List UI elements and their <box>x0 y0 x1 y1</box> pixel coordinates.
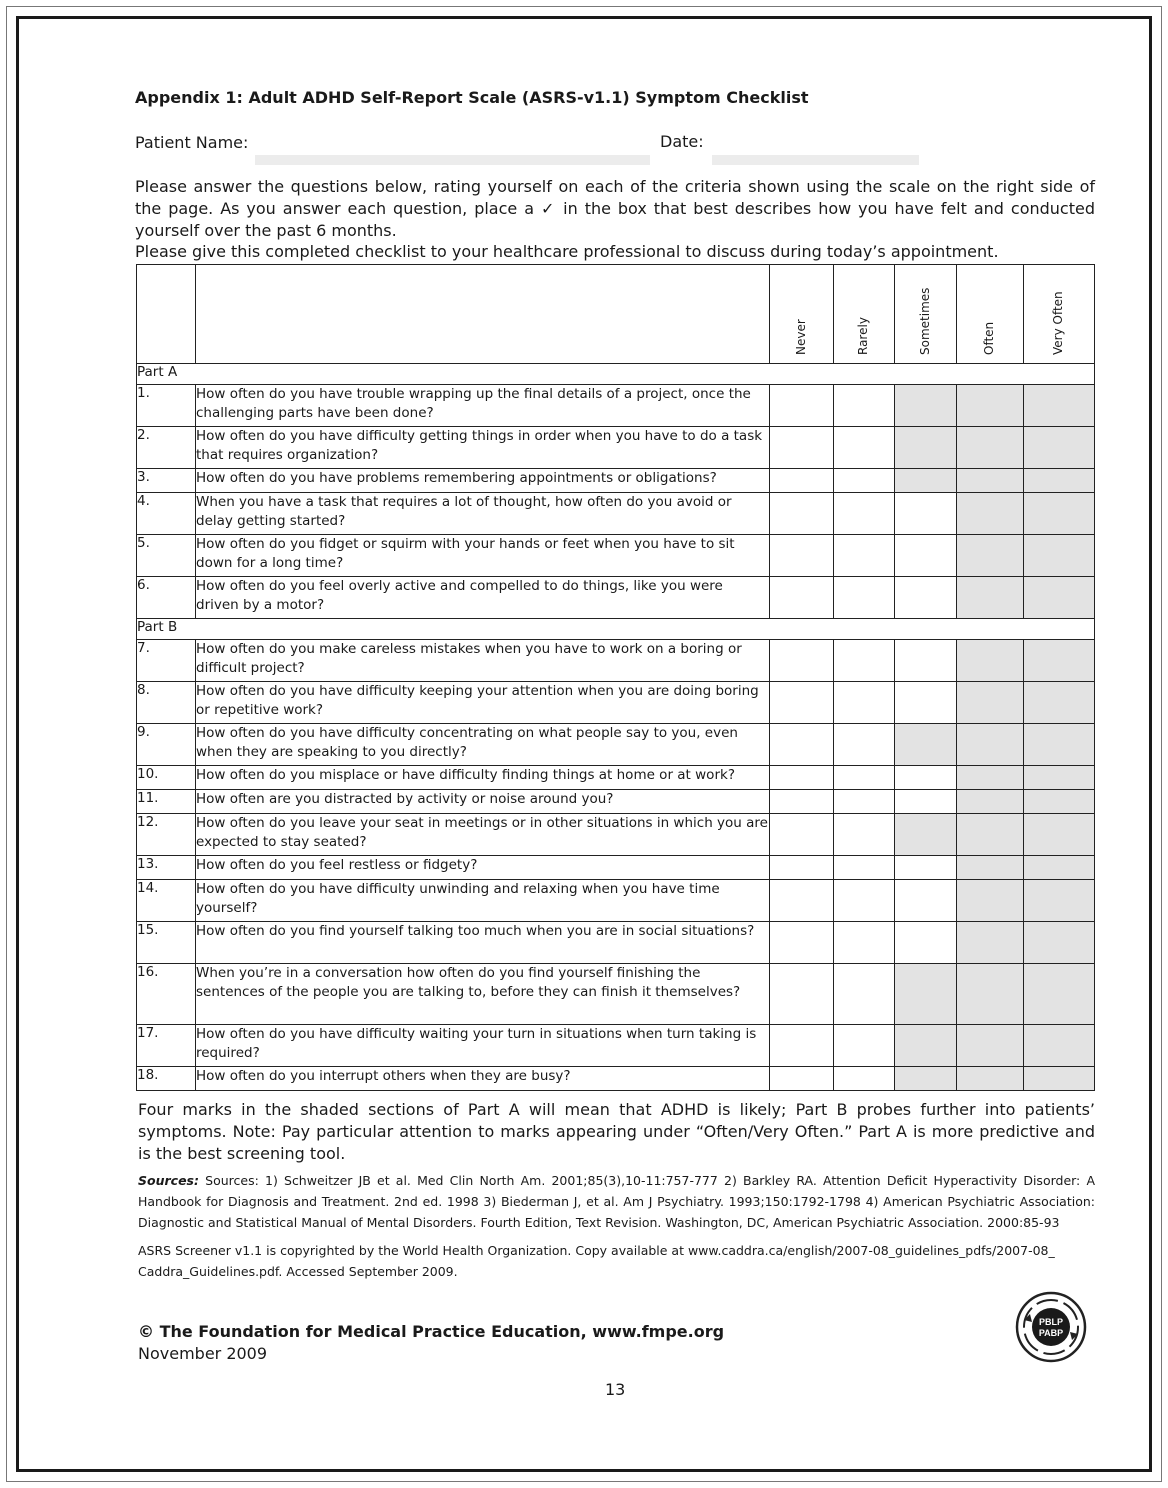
answer-box-often[interactable] <box>957 493 1024 535</box>
date-field[interactable] <box>712 155 919 165</box>
answer-box-very-often[interactable] <box>1024 427 1095 469</box>
patient-name-field[interactable] <box>255 155 650 165</box>
symptom-checklist-table <box>136 264 1095 1091</box>
question-row <box>137 922 1095 964</box>
part-b-row <box>137 619 1095 640</box>
answer-box-rarely[interactable] <box>834 427 895 469</box>
question-number: 18. <box>137 1067 196 1091</box>
document-title: Appendix 1: Adult ADHD Self-Report Scale (ASRS-v1.1) Symptom Checklist <box>135 88 809 107</box>
answer-box-very-often[interactable] <box>1024 724 1095 766</box>
answer-box-rarely[interactable] <box>834 640 895 682</box>
question-text: How often do you have trouble wrapping up the final details of a project, once the challenging parts have been done? <box>196 385 770 427</box>
answer-box-very-often[interactable] <box>1024 640 1095 682</box>
page-number: 13 <box>605 1380 626 1399</box>
answer-box-never[interactable] <box>770 814 834 856</box>
answer-box-rarely[interactable] <box>834 1025 895 1067</box>
question-text: How often do you have difficulty waiting your turn in situations when turn taking is required? <box>196 1025 770 1067</box>
scale-header-rarely: Rarely <box>834 265 895 364</box>
answer-box-never[interactable] <box>770 469 834 493</box>
question-text: How often do you leave your seat in meetings or in other situations in which you are expected to stay seated? <box>196 814 770 856</box>
date-label: Date: <box>660 132 704 151</box>
question-number: 9. <box>137 724 196 766</box>
answer-box-rarely[interactable] <box>834 880 895 922</box>
answer-box-often[interactable] <box>957 469 1024 493</box>
question-number: 11. <box>137 790 196 814</box>
instructions: Please answer the questions below, rating yourself on each of the criteria shown using the scale on the right side of the page. As you answer each question, place a ✓ in the box that best describes how you have felt and conducted yourself over the past 6 months. <box>135 177 1095 240</box>
answer-box-rarely[interactable] <box>834 577 895 619</box>
answer-box-never[interactable] <box>770 964 834 1025</box>
answer-box-sometimes[interactable] <box>895 577 957 619</box>
answer-box-very-often[interactable] <box>1024 535 1095 577</box>
answer-box-very-often[interactable] <box>1024 1025 1095 1067</box>
question-text: How often do you fidget or squirm with your hands or feet when you have to sit down for a long time? <box>196 535 770 577</box>
patient-name-label: Patient Name: <box>135 133 249 152</box>
answer-box-often[interactable] <box>957 385 1024 427</box>
question-row <box>137 577 1095 619</box>
answer-box-never[interactable] <box>770 1067 834 1091</box>
answer-box-never[interactable] <box>770 1025 834 1067</box>
answer-box-very-often[interactable] <box>1024 682 1095 724</box>
answer-box-often[interactable] <box>957 964 1024 1025</box>
sources-label: Sources: <box>138 1173 199 1188</box>
answer-box-rarely[interactable] <box>834 856 895 880</box>
answer-box-rarely[interactable] <box>834 766 895 790</box>
scale-header-often: Often <box>957 265 1024 364</box>
answer-box-sometimes[interactable] <box>895 535 957 577</box>
scoring-note: Four marks in the shaded sections of Part A will mean that ADHD is likely; Part B probes further into patients’ symptoms. Note: Pay particular attention to marks appearing under “Often/Very Often.” Part A is more predictive and is the best screening tool. <box>138 1100 1095 1163</box>
sources-text: Sources: 1) Schweitzer JB et al. Med Clin North Am. 2001;85(3),10-11:757-777 2) Barkley RA. Attention Deficit Hyperactivity Disorder: A Handbook for Diagnosis and Treatment. 2nd ed. 1998 3) Biederman J, et al. Am J Psychiatry. 1993;150:1792-1798 4) American Psychiatric Association: Diagnostic and Statistical Manual of Mental Disorders. Fourth Edition, Text Revision. Washington, DC, American Psychiatric Association. 2000:85-93 <box>138 1173 1095 1230</box>
answer-box-very-often[interactable] <box>1024 790 1095 814</box>
question-text: How often do you have difficulty getting things in order when you have to do a task that requires organization? <box>196 427 770 469</box>
answer-box-often[interactable] <box>957 535 1024 577</box>
answer-box-often[interactable] <box>957 640 1024 682</box>
answer-box-never[interactable] <box>770 640 834 682</box>
question-row <box>137 856 1095 880</box>
answer-box-often[interactable] <box>957 922 1024 964</box>
scale-header-never: Never <box>770 265 834 364</box>
question-text: How often do you find yourself talking too much when you are in social situations? <box>196 922 770 964</box>
answer-box-very-often[interactable] <box>1024 856 1095 880</box>
part-a-row <box>137 364 1095 385</box>
question-row <box>137 790 1095 814</box>
question-text: How often do you misplace or have difficulty finding things at home or at work? <box>196 766 770 790</box>
answer-box-sometimes[interactable] <box>895 469 957 493</box>
answer-box-never[interactable] <box>770 790 834 814</box>
answer-box-rarely[interactable] <box>834 493 895 535</box>
answer-box-never[interactable] <box>770 724 834 766</box>
answer-box-never[interactable] <box>770 493 834 535</box>
question-text: How often do you have difficulty unwinding and relaxing when you have time yourself? <box>196 880 770 922</box>
question-row <box>137 1025 1095 1067</box>
question-number: 13. <box>137 856 196 880</box>
question-text: When you have a task that requires a lot of thought, how often do you avoid or delay getting started? <box>196 493 770 535</box>
question-text: How often are you distracted by activity or noise around you? <box>196 790 770 814</box>
answer-box-often[interactable] <box>957 724 1024 766</box>
answer-box-sometimes[interactable] <box>895 427 957 469</box>
answer-box-often[interactable] <box>957 427 1024 469</box>
question-number: 1. <box>137 385 196 427</box>
answer-box-sometimes[interactable] <box>895 880 957 922</box>
answer-box-sometimes[interactable] <box>895 1025 957 1067</box>
answer-box-sometimes[interactable] <box>895 790 957 814</box>
question-number: 8. <box>137 682 196 724</box>
answer-box-never[interactable] <box>770 535 834 577</box>
header-number-cell <box>137 265 196 364</box>
question-number: 10. <box>137 766 196 790</box>
answer-box-very-often[interactable] <box>1024 577 1095 619</box>
question-row <box>137 427 1095 469</box>
answer-box-very-often[interactable] <box>1024 385 1095 427</box>
answer-box-sometimes[interactable] <box>895 493 957 535</box>
answer-box-often[interactable] <box>957 814 1024 856</box>
question-row <box>137 964 1095 1025</box>
answer-box-often[interactable] <box>957 856 1024 880</box>
answer-box-never[interactable] <box>770 385 834 427</box>
answer-box-often[interactable] <box>957 790 1024 814</box>
question-number: 15. <box>137 922 196 964</box>
scale-header-sometimes: Sometimes <box>895 265 957 364</box>
answer-box-never[interactable] <box>770 427 834 469</box>
question-row <box>137 385 1095 427</box>
answer-box-rarely[interactable] <box>834 535 895 577</box>
question-text: How often do you have difficulty keeping your attention when you are doing boring or repetitive work? <box>196 682 770 724</box>
answer-box-never[interactable] <box>770 922 834 964</box>
answer-box-very-often[interactable] <box>1024 493 1095 535</box>
logo-text-bottom: PABP <box>1038 1328 1064 1338</box>
question-number: 5. <box>137 535 196 577</box>
answer-box-very-often[interactable] <box>1024 964 1095 1025</box>
answer-box-never[interactable] <box>770 880 834 922</box>
answer-box-often[interactable] <box>957 880 1024 922</box>
question-text: When you’re in a conversation how often do you find yourself finishing the sentences of the people you are talking to, before they can finish it themselves? <box>196 964 770 1025</box>
organization-credit: © The Foundation for Medical Practice Education, www.fmpe.org <box>138 1322 725 1341</box>
answer-box-sometimes[interactable] <box>895 922 957 964</box>
question-row <box>137 1067 1095 1091</box>
answer-box-sometimes[interactable] <box>895 856 957 880</box>
question-row <box>137 766 1095 790</box>
answer-box-rarely[interactable] <box>834 814 895 856</box>
question-row <box>137 640 1095 682</box>
answer-box-rarely[interactable] <box>834 964 895 1025</box>
answer-box-often[interactable] <box>957 766 1024 790</box>
logo-text-top: PBLP <box>1038 1317 1064 1327</box>
question-number: 12. <box>137 814 196 856</box>
answer-box-very-often[interactable] <box>1024 814 1095 856</box>
part-a-row-label: Part A <box>137 364 1095 385</box>
answer-box-never[interactable] <box>770 577 834 619</box>
question-row <box>137 682 1095 724</box>
question-text: How often do you have problems remembering appointments or obligations? <box>196 469 770 493</box>
question-text: How often do you interrupt others when they are busy? <box>196 1067 770 1091</box>
answer-box-sometimes[interactable] <box>895 964 957 1025</box>
answer-box-rarely[interactable] <box>834 1067 895 1091</box>
question-row <box>137 469 1095 493</box>
answer-box-never[interactable] <box>770 856 834 880</box>
question-number: 17. <box>137 1025 196 1067</box>
question-row <box>137 880 1095 922</box>
answer-box-sometimes[interactable] <box>895 682 957 724</box>
answer-box-sometimes[interactable] <box>895 385 957 427</box>
answer-box-never[interactable] <box>770 682 834 724</box>
answer-box-very-often[interactable] <box>1024 880 1095 922</box>
question-text: How often do you make careless mistakes when you have to work on a boring or difficult project? <box>196 640 770 682</box>
pblp-pabp-logo <box>1014 1290 1088 1364</box>
checklist-body <box>137 364 1095 1091</box>
question-text: How often do you feel restless or fidgety? <box>196 856 770 880</box>
answer-box-sometimes[interactable] <box>895 724 957 766</box>
answer-box-often[interactable] <box>957 1025 1024 1067</box>
answer-box-sometimes[interactable] <box>895 1067 957 1091</box>
question-row <box>137 493 1095 535</box>
answer-box-often[interactable] <box>957 577 1024 619</box>
copyright-notice: ASRS Screener v1.1 is copyrighted by the World Health Organization. Copy available at www.caddra.ca/english/2007-08_guidelines_pdfs/2007-08_ Caddra_Guidelines.pdf. Accessed September 2009. <box>138 1243 1055 1279</box>
answer-box-rarely[interactable] <box>834 790 895 814</box>
answer-box-never[interactable] <box>770 766 834 790</box>
answer-box-rarely[interactable] <box>834 469 895 493</box>
question-number: 2. <box>137 427 196 469</box>
answer-box-sometimes[interactable] <box>895 766 957 790</box>
question-text: How often do you feel overly active and compelled to do things, like you were driven by a motor? <box>196 577 770 619</box>
question-number: 3. <box>137 469 196 493</box>
instructions-second: Please give this completed checklist to your healthcare professional to discuss during today’s appointment. <box>135 242 999 261</box>
answer-box-very-often[interactable] <box>1024 469 1095 493</box>
question-number: 14. <box>137 880 196 922</box>
answer-box-very-often[interactable] <box>1024 766 1095 790</box>
answer-box-sometimes[interactable] <box>895 640 957 682</box>
answer-box-rarely[interactable] <box>834 922 895 964</box>
answer-box-rarely[interactable] <box>834 385 895 427</box>
publication-date: November 2009 <box>138 1344 268 1363</box>
answer-box-often[interactable] <box>957 682 1024 724</box>
scale-header-very-often: Very Often <box>1024 265 1095 364</box>
question-row <box>137 814 1095 856</box>
question-number: 16. <box>137 964 196 1025</box>
sources <box>138 1170 1095 1233</box>
question-text: How often do you have difficulty concentrating on what people say to you, even when they are speaking to you directly? <box>196 724 770 766</box>
question-number: 6. <box>137 577 196 619</box>
question-number: 7. <box>137 640 196 682</box>
question-row <box>137 535 1095 577</box>
table-header-row <box>137 265 1095 364</box>
question-number: 4. <box>137 493 196 535</box>
part-b-row-label: Part B <box>137 619 1095 640</box>
answer-box-often[interactable] <box>957 1067 1024 1091</box>
answer-box-sometimes[interactable] <box>895 814 957 856</box>
question-row <box>137 724 1095 766</box>
header-question-cell <box>196 265 770 364</box>
answer-box-very-often[interactable] <box>1024 1067 1095 1091</box>
answer-box-very-often[interactable] <box>1024 922 1095 964</box>
answer-box-rarely[interactable] <box>834 724 895 766</box>
answer-box-rarely[interactable] <box>834 682 895 724</box>
